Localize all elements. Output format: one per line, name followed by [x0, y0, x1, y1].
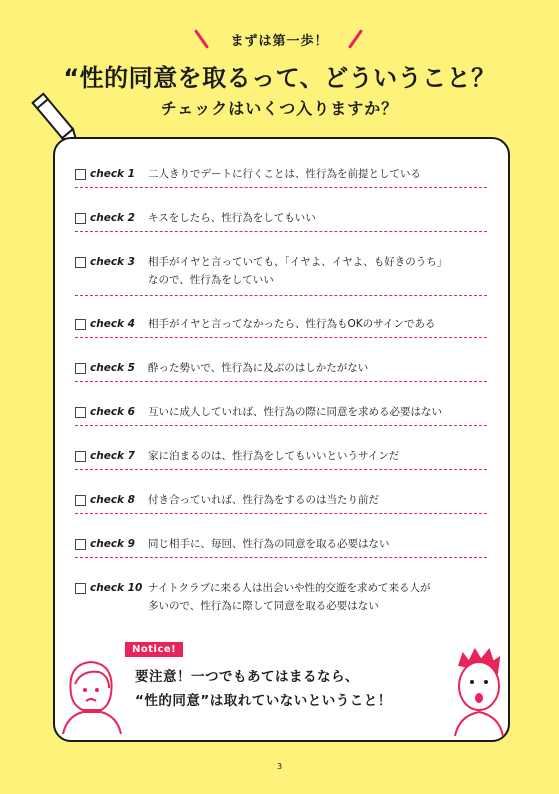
check-label: check 4 [90, 318, 135, 330]
checkbox[interactable] [75, 539, 86, 550]
check-label: check 5 [90, 362, 135, 374]
check-label: check 2 [90, 212, 135, 224]
worried-woman-icon [61, 654, 123, 734]
checklist-item [75, 253, 487, 296]
check-label: check 10 [90, 582, 143, 594]
checkbox[interactable] [75, 319, 86, 330]
check-label: check 6 [90, 406, 135, 418]
check-text: 互いに成人していれば、性行為の際に同意を求める必要はない [148, 406, 442, 418]
check-label: check 1 [90, 168, 135, 180]
checklist-item [75, 579, 487, 621]
page-title: “性的同意を取るって、どういうこと？ [63, 64, 496, 92]
check-text: キスをしたら、性行為をしてもいい [148, 212, 316, 224]
checklist-item [75, 315, 487, 338]
check-text: 相手がイヤと言ってなかったら、性行為もOKのサインである [148, 318, 436, 330]
checkbox[interactable] [75, 257, 86, 268]
page-number: 3 [276, 762, 283, 771]
check-text: 酔った勢いで、性行為に及ぶのはしかたがない [148, 362, 369, 374]
check-text: 付き合っていれば、性行為をするのは当たり前だ [148, 494, 379, 506]
checkbox[interactable] [75, 451, 86, 462]
notice-badge: Notice! [125, 642, 183, 657]
checklist-card [53, 137, 510, 742]
check-text: ナイトクラブに来る人は出会いや性的交遊を求めて来る人が 多いので、性行為に際して同意を取る必要はない [148, 582, 431, 612]
check-text: 相手がイヤと言っていても、「イヤよ、イヤよ、も好きのうち」 なので、性行為をしていい [148, 256, 448, 286]
notice-line-1: 要注意！一つでもあてはまるなら、 [135, 669, 359, 685]
checkbox[interactable] [75, 363, 86, 374]
notice-message [135, 665, 435, 713]
check-label: check 8 [90, 494, 135, 506]
page-subtitle: チェックはいくつ入りますか？ [160, 99, 399, 118]
surprised-man-icon [447, 644, 509, 736]
check-label: check 7 [90, 450, 135, 462]
checkbox[interactable] [75, 407, 86, 418]
checklist-item [75, 165, 487, 188]
checklist-item [75, 359, 487, 382]
checklist-item [75, 403, 487, 426]
check-text: 家に泊まるのは、性行為をしてもいいというサインだ [148, 450, 400, 462]
check-text: 二人きりでデートに行くことは、性行為を前提としている [148, 168, 421, 180]
checklist-item [75, 535, 487, 558]
checkbox[interactable] [75, 213, 86, 224]
check-label: check 9 [90, 538, 135, 550]
notice-line-2: “性的同意”は取れていないということ！ [135, 693, 392, 709]
check-label: check 3 [90, 256, 135, 268]
checkbox[interactable] [75, 169, 86, 180]
checklist-item [75, 447, 487, 470]
kicker: まずは第一歩！ [230, 34, 329, 49]
checklist-item [75, 491, 487, 514]
check-text: 同じ相手に、毎回、性行為の同意を取る必要はない [148, 538, 390, 550]
checkbox[interactable] [75, 495, 86, 506]
checklist-item [75, 209, 487, 232]
checkbox[interactable] [75, 583, 86, 594]
